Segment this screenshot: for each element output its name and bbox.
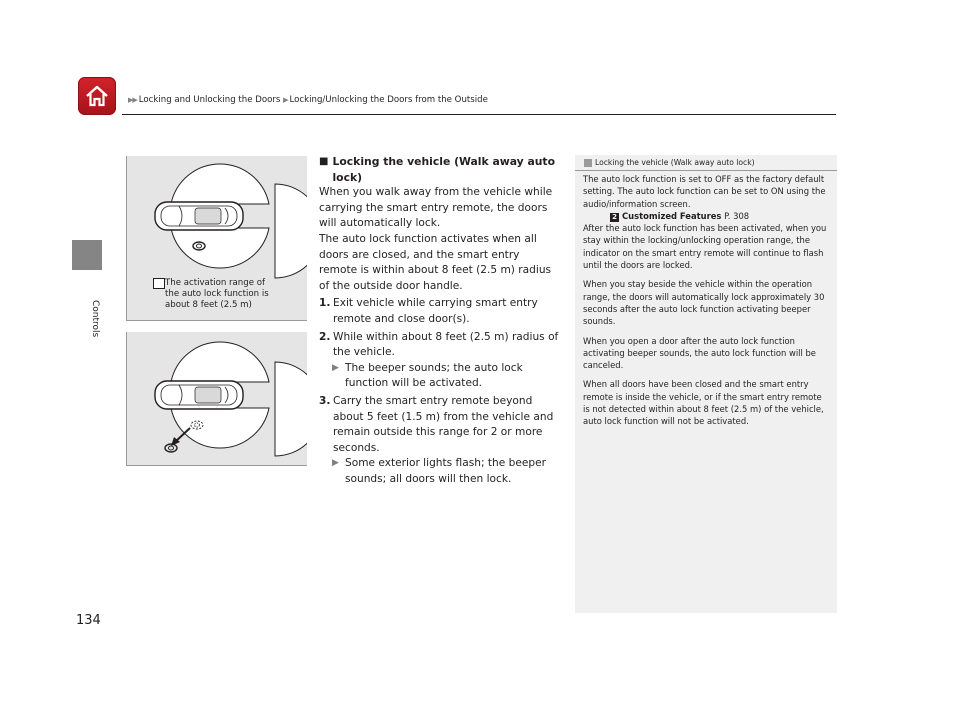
- step-result: [319, 361, 559, 392]
- breadcrumb-arrow-icon: ▶: [283, 96, 288, 104]
- caption-marker: [153, 278, 165, 289]
- note-paragraph: When you open a door after the auto lock function activating beeper sounds, the auto lock function will be canceled.: [583, 335, 816, 371]
- figure-walk-away: [126, 332, 307, 466]
- page-ref-icon: 2: [610, 213, 619, 222]
- breadcrumb-item[interactable]: Locking and Unlocking the Doors: [138, 95, 281, 105]
- intro-paragraph: When you walk away from the vehicle while carrying the smart entry remote, the doors will automatically lock.: [319, 186, 553, 230]
- heading-line: Locking the vehicle (Walk away auto: [332, 155, 556, 168]
- step-number: 1.: [319, 297, 331, 310]
- note-paragraph: When you stay beside the vehicle within the operation range, the doors will automatically lock approximately 30 seconds after the auto lock function activating beeper sounds.: [583, 279, 825, 327]
- breadcrumb-item[interactable]: Locking/Unlocking the Doors from the Outside: [289, 95, 488, 105]
- result-text: The beeper sounds; the auto lock function will be activated.: [345, 361, 523, 390]
- caption-line: the auto lock function is: [165, 289, 269, 299]
- figure-caption: [165, 278, 269, 311]
- result-arrow-icon: ▶: [332, 362, 339, 373]
- cross-reference-link[interactable]: [583, 211, 749, 221]
- xref-label: Customized Features: [622, 210, 722, 221]
- step-text: Carry the smart entry remote beyond about 5 feet (1.5 m) from the vehicle and remain outside this range for 2 or more seconds.: [333, 394, 554, 454]
- vehicle-walk-away-illustration: [127, 332, 307, 465]
- step-number: 2.: [319, 330, 331, 343]
- page-number: 134: [76, 613, 101, 628]
- note-paragraph: When all doors have been closed and the smart entry remote is inside the vehicle, or if the smart entry remote is not detected within about 8 feet (2.5 m) of the vehicle, auto lock function will not be activated.: [583, 379, 824, 427]
- note-marker-icon: [584, 159, 592, 167]
- result-text: Some exterior lights flash; the beeper sounds; all doors will then lock.: [345, 457, 546, 485]
- caption-line: The activation range of: [165, 278, 266, 288]
- note-title-text: Locking the vehicle (Walk away auto lock): [595, 158, 755, 167]
- header-divider: [122, 114, 836, 115]
- note-text: The auto lock function is set to OFF as the factory default setting. The auto lock function can be set to ON using the audio/information screen.: [583, 174, 826, 209]
- step-item: [319, 394, 559, 456]
- home-button[interactable]: [78, 77, 116, 115]
- step-item: [319, 330, 559, 361]
- caption-line: about 8 feet (2.5 m): [165, 300, 252, 310]
- note-divider: [575, 170, 837, 171]
- step-item: [319, 296, 559, 327]
- step-text: Exit vehicle while carrying smart entry remote and close door(s).: [333, 297, 538, 325]
- note-title: [584, 158, 755, 167]
- side-tab-marker: [72, 240, 102, 270]
- side-tab-label: Controls: [90, 300, 100, 338]
- intro-paragraph: The auto lock function activates when all doors are closed, and the smart entry remote is within about 8 feet (2.5 m) radius of the outside door handle.: [319, 232, 552, 292]
- breadcrumb: [128, 95, 488, 105]
- home-icon: [84, 83, 110, 109]
- breadcrumb-arrow-icon: ▶▶: [128, 96, 137, 104]
- note-body: [583, 173, 831, 435]
- note-text: After the auto lock function has been activated, when you stay within the locking/unlocking operation range, the indicator on the smart entry remote will continue to flash until the doors are locked.: [583, 223, 827, 271]
- step-text: While within about 8 feet (2.5 m) radius of the vehicle.: [333, 330, 559, 359]
- result-arrow-icon: ▶: [332, 458, 339, 469]
- section-heading: [319, 154, 559, 185]
- heading-line: lock): [332, 170, 363, 184]
- heading-square-icon: ■: [319, 156, 329, 167]
- step-number: 3.: [319, 394, 331, 407]
- note-paragraph: [583, 173, 831, 271]
- main-content: [319, 154, 559, 487]
- step-result: [319, 456, 559, 487]
- figure-activation-range: [126, 156, 307, 321]
- xref-page: P. 308: [724, 210, 750, 221]
